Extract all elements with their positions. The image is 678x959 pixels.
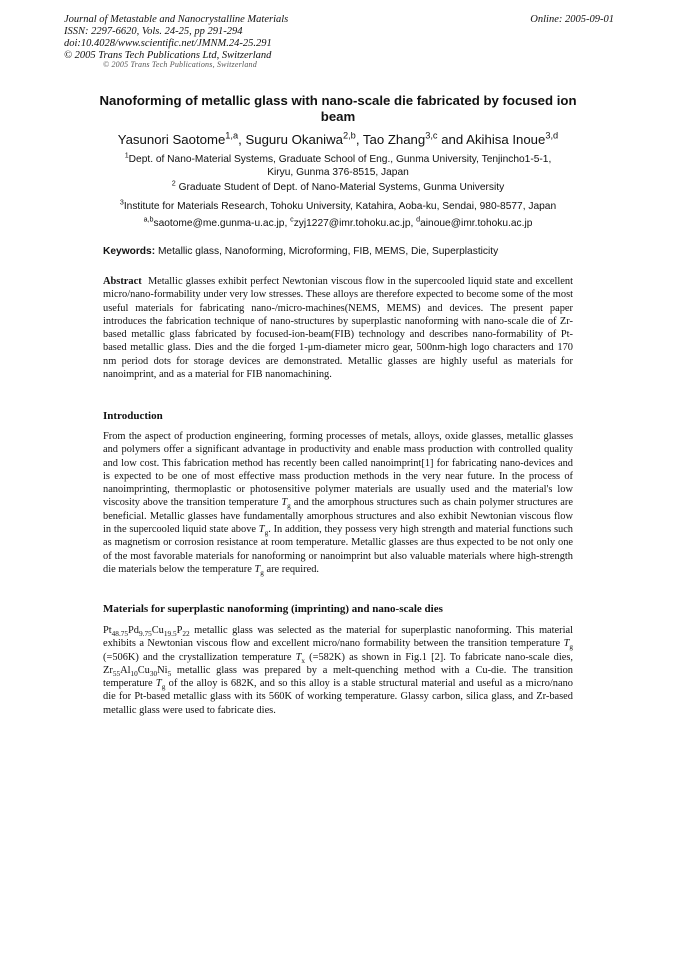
intro-paragraph: From the aspect of production engineering, forming processes of metals, alloys, oxide glasses, metallic glasses and polymers offer a significant advantage in productivity and enable mass production with controlled quality and low cost. This fabrication method has recently been called nanoimprint[1] for fabricating nano-devices and is expected to be one of most effective mass production methods in the very near future. In the process of nanoimprinting, thermoplastic or photosensitive polymer materials are usually used and the material's low viscosity above the transition temperature $T_g$ and the amorphous structures such as chain polymer structures are beneficial. Metallic glasses have fundamentally amorphous structures and also exhibit Newtonian viscous flow in the supercooled liquid state above $T_g$. In addition, they possess very high strength and material functions such as magnetism or corrosion resistance at room temperature. Metallic glasses are thus expected to be not only one of the most favorable materials for nanoforming or nanoimprint but also valuable materials where high-strength die materials below the temperature $T_g$ are required. [103,431,573,578]
affiliation-2: $^2$ Graduate Student of Dept. of Nano-Material Systems, Gunma University [171,179,505,193]
keywords-label: Keywords: [103,246,156,257]
author-sup: 3,d [545,130,559,141]
author-sup: 3,c [425,130,438,141]
author-sup: 2,b [342,130,356,141]
abstract-label: Abstract [103,276,142,287]
email-line: $^{a,b}$saotome@me.gunma-u.ac.jp, $^c$zyj1227@imr.tohoku.ac.jp, $^d$ainoue@imr.tohoku.ac.jp [143,215,533,229]
keywords-text: Metallic glass, Nanoforming, Microforming, FIB, MEMS, Die, Superplasticity [157,246,499,257]
online-date: Online: 2005-09-01 [530,14,614,25]
affiliation-1: $^1$Dept. of Nano-Material Systems, Graduate School of Eng., Gunma University, Tenjincho1-5-1, Kiryu, Gunma 376-8515, Japan [124,151,552,178]
author-sup: 1,a [225,130,239,141]
author-name: Tao Zhang [362,132,426,147]
copyright-line: © 2005 Trans Tech Publications Ltd, Switzerland [64,50,272,61]
faint-copyright: © 2005 Trans Tech Publications, Switzerland [103,60,257,69]
materials-paragraph: $Pt_{48.75}Pd_{9.75}Cu_{19.5}P_{22}$ metallic glass was selected as the material for superplastic nanoforming. This material exhibits a Newtonian viscous flow and excellent micro/nano formability between the transition temperature $T_g$ (=506K) and the crystallization temperature $T_x$ (=582K) as shown in Fig.1 [2]. To fabricate nano-scale dies, $Zr_{55}Al_{10}Cu_{30}Ni_5$ metallic glass was prepared by a melt-quenching method with a Cu-die. The transition temperature $T_g$ of the alloy is 682K, and so this alloy is a stable structural material and useful as a micro/nano die for Pt-based metallic glass with its 560K of working temperature. Glassy carbon, silica glass, and Zr-based metallic glass were used to fabricate dies. [103,625,573,716]
author-name: Yasunori Saotome [117,132,226,147]
paper-title: Nanoforming of metallic glass with nano-scale die fabricated by focused ion beam [99,93,577,124]
affiliation-3: $^3$Institute for Materials Research, Tohoku University, Katahira, Aoba-ku, Sendai, 980-8577, Japan [119,198,557,212]
journal-name: Journal of Metastable and Nanocrystalline Materials [64,14,289,25]
materials-heading: Materials for superplastic nanoforming (imprinting) and nano-scale dies [103,603,443,615]
author-name: Akihisa Inoue [466,132,546,147]
author-name: Suguru Okaniwa [245,132,343,147]
intro-heading: Introduction [103,410,163,422]
journal-header [64,14,288,62]
abstract-paragraph: Abstract Metallic glasses exhibit perfect Newtonian viscous flow in the supercooled liquid state and excellent micro/nano-formability under very low stresses. These alloys are therefore expected to become some of the most useful materials for fabricating nano-/micro-machines(NEMS, MEMS) and devices. The present paper introduces the fabrication technique of nano-structures by superplastic nanoforming with nano-scale die of Zr-based metallic glass fabricated by focused-ion-beam(FIB) technology and describes nano-formability of Pt-based metallic glass. Dies and the die forged 1-μm-diameter micro gear, 500nm-high logo characters and 170 nm period dots for storage devices are demonstrated. Metallic glasses are highly useful as materials for nanoimprint, and as a material for FIB nanomachining. [103,276,573,381]
keywords-line [103,246,573,257]
author-list: Yasunori Saotome$^{1,a}$, Suguru Okaniwa$^{2,b}$, Tao Zhang$^{3,c}$ and Akihisa Inoue$^{3,d}$ [117,130,559,147]
issn-line: ISSN: 2297-6620, Vols. 24-25, pp 291-294 [64,26,243,37]
doi-line: doi:10.4028/www.scientific.net/JMNM.24-25.291 [64,38,272,49]
